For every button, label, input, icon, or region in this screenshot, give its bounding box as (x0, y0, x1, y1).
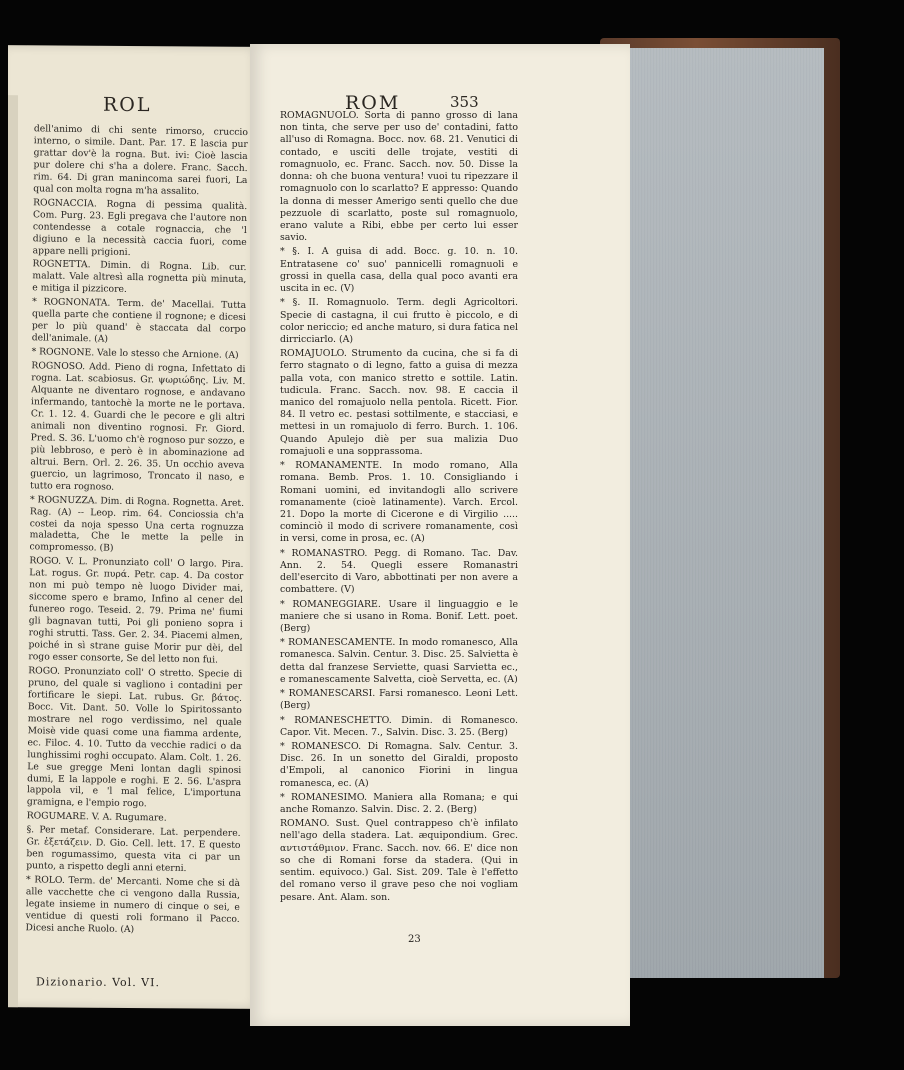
entry-paragraph: * ROMANASTRO. Pegg. di Romano. Tac. Dav. Ann. 2. 54. Quegli essere Romanastri dell'esercito di Varo, abbottinati per non avere a combattere. (V) (280, 547, 518, 596)
entry-paragraph: dell'animo di chi sente rimorso, cruccio interno, o simile. Dant. Par. 17. E lascia pur grattar dov'è la rogna. But. ivi: Cioè lascia pur dolere chi s'ha a dolere. Franc. Sacch. rim. 64. Di gran manincoma sarei fuori, La qual con molta rogna m'ha assalito. (33, 123, 248, 197)
entry-paragraph: ROGUMARE. V. A. Rugumare. (26, 810, 167, 825)
entry-paragraph: * §. I. A guisa di add. Bocc. g. 10. n. 10. Entratasene co' suo' pannicelli romagnuoli e grossi in quella casa, della qual poco avanti era uscita in ec. (V) (280, 246, 518, 295)
left-page-header: ROL (103, 93, 152, 117)
left-page-gutter (8, 95, 18, 1009)
right-page-column (280, 110, 518, 906)
entry-paragraph: ROMAJUOLO. Strumento da cucina, che si fa di ferro stagnato o di legno, fatto a guisa di mezza palla vota, con manico stretto e sottile. Latin. tudicula. Franc. Sacch. nov. 98. E caccia il manico del romajuolo nella pentola. Ricett. Fior. 84. Il vetro ec. pestasi sottilmente, e stacciasi, e mettesi in un romajuolo di ferro. Burch. 1. 106. Quando Apulejo diè per sua malizia Duo romajuoli e una sopprassoma. (280, 348, 518, 457)
entry-paragraph: ROGNOSO. Add. Pieno di rogna, Infettato di rogna. Lat. scabiosus. Gr. ψωριώδης. Liv. M. Alquante ne diventaro rognose, e andavano infermando, tantochè la morte ne le portava. Cr. 1. 12. 4. Guardi che le pecore e gli altri animali non diventino rognosi. Fr. Giord. Pred. S. 36. L'uomo ch'è rognoso pur sozzo, e più lebbroso, e però è in abominazione ad altrui. Bern. Orl. 2. 26. 35. Un occhio aveva guercio, un lagrimoso, Troncato il naso, e tutto era rognoso. (30, 360, 246, 493)
entry-paragraph: ROMANO. Sust. Quel contrappeso ch'è infilato nell'ago della stadera. Lat. æquipondium. Grec. αντιστάθμιον. Franc. Sacch. nov. 66. E' dice non so che di Romani forse da stadera. (Qui in sentim. equivoco.) Gal. Sist. 209. Tale è l'effetto del romano verso il grave peso che noi vogliam pesare. Ant. Alam. son. (280, 818, 518, 903)
entry-paragraph: * ROMANESCARSI. Farsi romanesco. Leoni Lett. (Berg) (280, 688, 518, 712)
entry-paragraph: §. Per metaf. Considerare. Lat. perpendere. Gr. ἐξετάζειν. D. Gio. Cell. lett. 17. E questo ben rogumassimo, questa vita ci par un punto, a rispetto degli anni eterni. (26, 824, 241, 875)
entry-paragraph: * ROMANESCAMENTE. In modo romanesco, Alla romanesca. Salvin. Centur. 3. Disc. 25. Salvietta è detta dal franzese Serviette, quasi Sarvietta ec., e romanescamente Salvetta, cioè Servetta, ec. (A) (280, 637, 518, 685)
entry-paragraph: ROGO. Pronunziato coll' O stretto. Specie di pruno, del quale si vagliono i contadini per fortificare le siepi. Lat. rubus. Gr. βάτος. Bocc. Vit. Dant. 50. Volle lo Spiritossanto mostrare nel rogo verdissimo, nel quale Moisè vide quasi come una fiamma ardente, ec. Filoc. 4. 10. Tutto da vecchie radici o da lunghissimi roghi occupato. Alam. Colt. 1. 26. Le sue gregge Meni lontan dagli spinosi dumi, E la lappole e roghi. E 2. 56. L'aspra lappola vil, e 'l mal felice, L'importuna gramigna, e l'empio rogo. (26, 665, 243, 810)
entry-paragraph: * ROMANAMENTE. In modo romano, Alla romana. Bemb. Pros. 1. 10. Consigliando i Romani uomini, ed invitandogli allo scrivere romanamente (cioè latinamente). Varch. Ercol. 21. Dopo la morte di Cicerone e di Virgilio ..... cominciò il modo di scrivere romanamente, così in versi, come in prosa, ec. (A) (280, 460, 518, 545)
entry-paragraph: * ROGNUZZA. Dim. di Rogna. Rognetta. Aret. Rag. (A) -- Leop. rim. 64. Conciossia ch'a costei da noja spesso Una certa rognuzza maladetta, Che le mette la pelle in compromesso. (B) (29, 493, 245, 555)
right-page (250, 44, 630, 1026)
entry-paragraph: * ROLO. Term. de' Mercanti. Nome che si dà alle vacchette che ci vengono dalla Russia, legate insieme in numero di cinque o sei, e ventidue di questi roli formano il Pacco. Dicesi anche Ruolo. (A) (25, 874, 241, 936)
right-page-header: ROM (345, 92, 401, 114)
entry-paragraph: * ROGNONE. Vale lo stesso che Arnione. (A) (31, 346, 239, 362)
signature-number: 23 (408, 934, 421, 945)
page-fore-edge (620, 48, 824, 978)
entry-paragraph: ROGNETTA. Dimin. di Rogna. Lib. cur. malatt. Vale altresì alla rognetta più minuta, e mitiga il pizzicore. (32, 258, 247, 296)
entry-paragraph: * ROMANESCO. Di Romagna. Salv. Centur. 3. Disc. 26. In un sonetto del Giraldi, proposto d'Empoli, al canonico Fiorini in lingua romanesca, ec. (A) (280, 740, 518, 789)
entry-paragraph: * ROMANESIMO. Maniera alla Romana; e qui anche Romanzo. Salvin. Disc. 2. 2. (Berg) (280, 791, 518, 816)
signature-mark: Dizionario. Vol. VI. (36, 975, 160, 990)
entry-paragraph: ROMAGNUOLO. Sorta di panno grosso di lana non tinta, che serve per uso de' contadini, fatto all'uso di Romagna. Bocc. nov. 68. 21. Venutici di contado, e usciti delle trojate, vestiti di romagnuolo, ec. Franc. Sacch. nov. 50. Disse la donna: oh che buona ventura! vuoi tu ripezzare il romagnuolo con lo scarlatto? E appresso: Quando la donna di messer Amerigo senti quello che due pezzuole di scarlatto, poste sul romagnuolo, erano valute a Ribi, ebbe per certo lui esser savio. (280, 110, 518, 244)
entry-paragraph: ROGNACCIA. Rogna di pessima qualità. Com. Purg. 23. Egli pregava che l'autore non contendesse a cotale rognaccia, che 'l digiuno e la necessità caccia fuori, come appare nelli prigioni. (32, 197, 248, 258)
entry-paragraph: ROGO. V. L. Pronunziato coll' O largo. Pira. Lat. rogus. Gr. πυρά. Petr. cap. 4. Da costor non mi può tempo nè luogo Divider mai, siccome spero e bramo, Infino al cener del funereo rogo. Teseid. 2. 79. Prima ne' fiumi gli bagnavan tutti, Poi gli ponieno sopra i roghi strutti. Tass. Ger. 2. 34. Piacemi almen, poiché in sì strane guise Morir pur dèi, del rogo esser consorte, Se del letto non fui. (28, 555, 244, 666)
entry-paragraph: * ROMANESCHETTO. Dimin. di Romanesco. Capor. Vit. Mecen. 7., Salvin. Disc. 3. 25. (Berg) (280, 714, 518, 738)
left-page (8, 45, 260, 1009)
entry-paragraph: * ROMANEGGIARE. Usare il linguaggio e le maniere che si usano in Roma. Bonif. Lett. poet. (Berg) (280, 598, 518, 634)
left-page-column (25, 123, 248, 940)
entry-paragraph: * §. II. Romagnuolo. Term. degli Agricoltori. Specie di castagna, il cui frutto è piccolo, e di color nericcio; ed anche maturo, si dura fatica nel dirricciarlo. (A) (280, 297, 518, 345)
page-number: 353 (450, 93, 479, 111)
entry-paragraph: * ROGNONATA. Term. de' Macellai. Tutta quella parte che contiene il rognone; e dicesi per lo più quand' è staccata dal corpo dell'animale. (A) (31, 296, 247, 345)
